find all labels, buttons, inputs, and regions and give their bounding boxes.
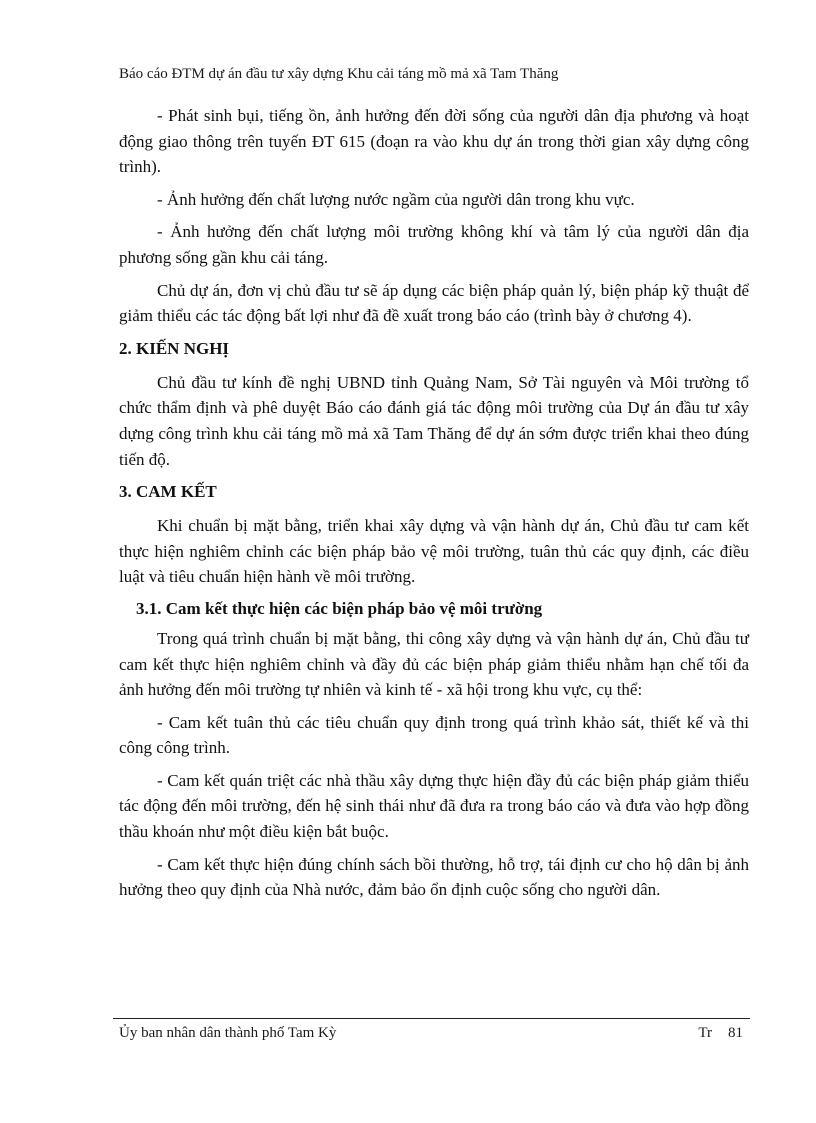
- paragraph-mitigation-measures: Chủ dự án, đơn vị chủ đầu tư sẽ áp dụng các biện pháp quản lý, biện pháp kỹ thuật để giảm thiểu các tác động bất lợi như đã đề xuất trong báo cáo (trình bày ở chương 4).: [119, 280, 749, 326]
- paragraph-compensation-policy: - Cam kết thực hiện đúng chính sách bồi thường, hỗ trợ, tái định cư cho hộ dân bị ảnh hưởng theo quy định của Nhà nước, đảm bảo ổn định cuộc sống cho người dân.: [119, 854, 749, 900]
- page-number-value: 81: [728, 1025, 743, 1041]
- section-heading-recommendations: 2. KIẾN NGHỊ: [119, 338, 230, 358]
- running-header: Báo cáo ĐTM dự án đầu tư xây dựng Khu cải táng mồ mả xã Tam Thăng: [119, 66, 559, 82]
- paragraph-commitment-details: Trong quá trình chuẩn bị mặt bằng, thi công xây dựng và vận hành dự án, Chủ đầu tư cam kết thực hiện nghiêm chỉnh và đầy đủ các biện pháp giảm thiểu nhằm hạn chế tối đa ảnh hưởng đến môi trường tự nhiên và kinh tế - xã hội trong khu vực, cụ thể:: [119, 628, 749, 700]
- page-number-prefix: Tr: [698, 1025, 712, 1041]
- paragraph-dust-noise: - Phát sinh bụi, tiếng ồn, ảnh hưởng đến đời sống của người dân địa phương và hoạt động giao thông trên tuyến ĐT 615 (đoạn ra vào khu dự án trong thời gian xây dựng công trình).: [119, 106, 749, 177]
- paragraph-contractor-requirements: - Cam kết quán triệt các nhà thầu xây dựng thực hiện đầy đủ các biện pháp giảm thiểu tác động đến môi trường, đến hệ sinh thái như đã đưa ra trong báo cáo và đưa vào hợp đồng thầu khoán như một điều kiện bắt buộc.: [119, 770, 749, 842]
- paragraph-standards-compliance: - Cam kết tuân thủ các tiêu chuẩn quy định trong quá trình khảo sát, thiết kế và thi công công trình.: [119, 712, 749, 758]
- document-body: [119, 103, 749, 910]
- paragraph-air-quality: - Ảnh hưởng đến chất lượng môi trường không khí và tâm lý của người dân địa phương sống gần khu cải táng.: [119, 222, 749, 267]
- paragraph-commitment-intro: Khi chuẩn bị mặt bằng, triển khai xây dựng và vận hành dự án, Chủ đầu tư cam kết thực hiện nghiêm chỉnh các biện pháp bảo vệ môi trường, tuân thủ các quy định, các điều luật và tiêu chuẩn hiện hành về môi trường.: [119, 516, 749, 587]
- subsection-heading-environmental-protection: 3.1. Cam kết thực hiện các biện pháp bảo vệ môi trường: [136, 598, 543, 618]
- paragraph-groundwater: - Ảnh hưởng đến chất lượng nước ngầm của người dân trong khu vực.: [157, 189, 635, 209]
- section-heading-commitments: 3. CAM KẾT: [119, 482, 217, 502]
- page-number: [698, 1023, 743, 1043]
- footer-organization: Ủy ban nhân dân thành phố Tam Kỳ: [119, 1025, 337, 1041]
- paragraph-recommendation: Chủ đầu tư kính đề nghị UBND tỉnh Quảng Nam, Sở Tài nguyên và Môi trường tổ chức thẩm định và phê duyệt Báo cáo đánh giá tác động môi trường của Dự án đầu tư xây dựng công trình khu cải táng mồ mả xã Tam Thăng để dự án sớm được triển khai theo đúng tiến độ.: [119, 372, 749, 469]
- footer-divider: [113, 1018, 750, 1019]
